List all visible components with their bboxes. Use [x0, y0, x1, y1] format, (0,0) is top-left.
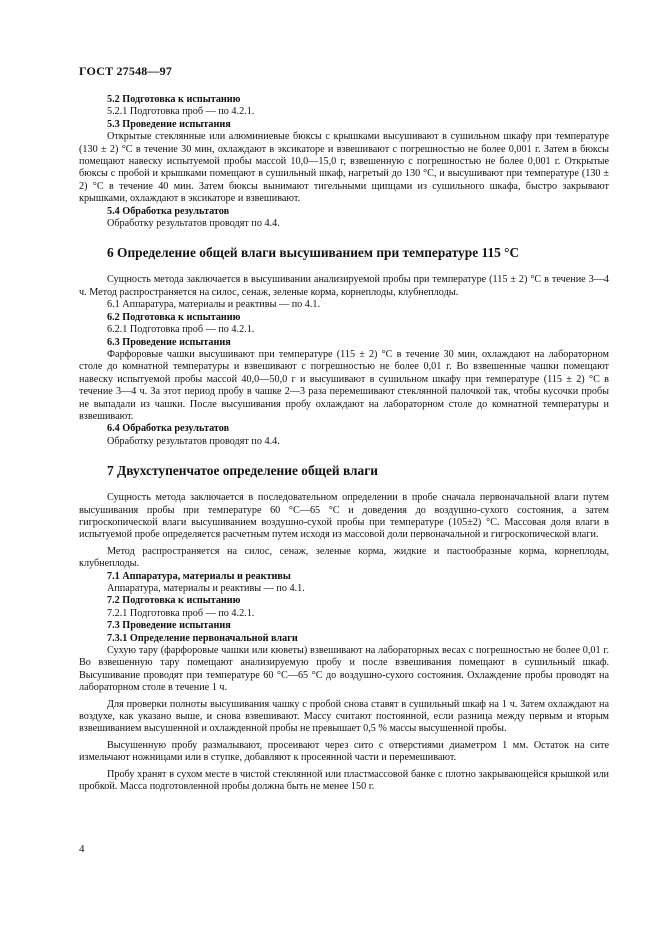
paragraph: Высушенную пробу размалывают, просеивают через сито с отверстиями диаметром 1 мм. Остаток на сите измельчают ножницами или в ступке, добавляют к просеянной части и перемешивают.: [79, 739, 609, 764]
paragraph: Сущность метода заключается в высушивании анализируемой пробы при температуре (115 ± 2) °С в течение 3—4 ч. Метод распространяется на силос, сенаж, зеленые корма, корнеплоды, клубнеплоды.: [79, 274, 609, 298]
document-body: [79, 94, 609, 794]
paragraph: Сухую тару (фарфоровые чашки или кюветы) взвешивают на лабораторных весах с погрешностью не более 0,01 г. Во взвешенную тару помещают анализируемую пробу и после взвешивания помещают в сушильный шкаф. Высушивание проводят при температуре 60 °С—65 °С до воздушно-сухого состояния. Охлаждение пробы проводят на лабораторном столе в течение 1 ч.: [79, 645, 609, 694]
subsection-title: 5.3 Проведение испытания: [107, 118, 231, 130]
paragraph: Обработку результатов проводят по 4.4.: [107, 218, 280, 230]
subsection-title: 6.2 Подготовка к испытанию: [107, 311, 241, 323]
paragraph: 6.1 Аппаратура, материалы и реактивы — по 4.1.: [107, 299, 321, 311]
subsection-title: 7.1 Аппаратура, материалы и реактивы: [107, 570, 291, 582]
paragraph: Сущность метода заключается в последовательном определении в пробе сначала первоначальной влаги путем высушивания пробы при температуре 60 °С—65 °С и доведения до воздушно-сухого состояния, а затем гигроскопической влаги высушиванием воздушно-сухой пробы при температуре (105±2) °С. Массовая доля влаги в испытуемой пробе определяется расчетным путем исходя из массовой доли первоначальной и гигроскопической влаги.: [79, 492, 609, 541]
paragraph: 6.2.1 Подготовка проб — по 4.2.1.: [107, 324, 255, 336]
paragraph: 7.2.1 Подготовка проб — по 4.2.1.: [107, 607, 255, 619]
section-heading: 6 Определение общей влаги высушиванием при температуре 115 °С: [107, 245, 520, 261]
subsection-title: 6.4 Обработка результатов: [107, 423, 230, 435]
subsection-title: 7.2 Подготовка к испытанию: [107, 595, 241, 607]
subsection-title: 6.3 Проведение испытания: [107, 336, 231, 348]
paragraph: Метод распространяется на силос, сенаж, зеленые корма, жидкие и пастообразные корма, корнеплоды, клубнеплоды.: [79, 545, 609, 570]
subsection-title: 5.2 Подготовка к испытанию: [107, 94, 241, 105]
paragraph: Для проверки полноты высушивания чашку с пробой снова ставят в сушильный шкаф на 1 ч. Затем охлаждают на воздухе, как указано выше, и снова взвешивают. Массу считают постоянной, если разница между первым и вторым взвешиванием высушенной и охлажденной пробы не превышает 0,5 % массы высушенной пробы.: [79, 698, 609, 735]
subsection-title: 7.3.1 Определение первоначальной влаги: [107, 632, 298, 644]
subsection-title: 7.3 Проведение испытания: [107, 620, 231, 632]
paragraph: Пробу хранят в сухом месте в чистой стеклянной или пластмассовой банке с плотно закрывающейся крышкой или пробкой. Масса подготовленной пробы должна быть не менее 150 г.: [79, 768, 609, 793]
page-number: 4: [79, 843, 85, 855]
subsection-title: 5.4 Обработка результатов: [107, 205, 230, 217]
paragraph: Открытые стеклянные или алюминиевые бюксы с крышками высушивают в сушильном шкафу при температуре (130 ± 2) °С в течение 30 мин, охлаждают в эксикаторе и взвешивают с погрешностью не более 0,001 г. Затем в бюксы помещают навеску испытуемой пробы массой 10,0—15,0 г, взвешенную с погрешностью не более 0,001 г. Открытые бюксы с пробой и крышками помещают в сушильный шкаф, нагретый до 130 °С, и высушивают при температуре (130 ± 2) °С в течение 40 мин. Затем бюксы вынимают тигельными щипцами из сушильного шкафа, быстро закрывают крышками, охлаждают в эксикаторе и взвешивают.: [79, 131, 609, 205]
paragraph: Фарфоровые чашки высушивают при температуре (115 ± 2) °С в течение 30 мин, охлаждают на лабораторном столе до комнатной температуры и взвешивают с погрешностью не более 0,01 г. Во взвешенные чашки помещают навеску испытуемой пробы массой 40,0—50,0 г и высушивают в сушильном шкафу при температуре (115 ± 2) °С в течение 3—4 ч. За этот период пробу в чашке 2—3 раза перемешивают стеклянной палочкой так, чтобы кусочки пробы не выпадали из чашки. После высушивания пробу охлаждают на лабораторном столе до комнатной температуры и взвешивают.: [79, 348, 609, 422]
section-heading: 7 Двухступенчатое определение общей влаги: [107, 463, 379, 479]
paragraph: Аппаратура, материалы и реактивы — по 4.1.: [107, 583, 305, 594]
paragraph: Обработку результатов проводят по 4.4.: [107, 435, 280, 447]
document-header: ГОСТ 27548—97: [79, 64, 173, 78]
paragraph: 5.2.1 Подготовка проб — по 4.2.1.: [107, 106, 255, 118]
